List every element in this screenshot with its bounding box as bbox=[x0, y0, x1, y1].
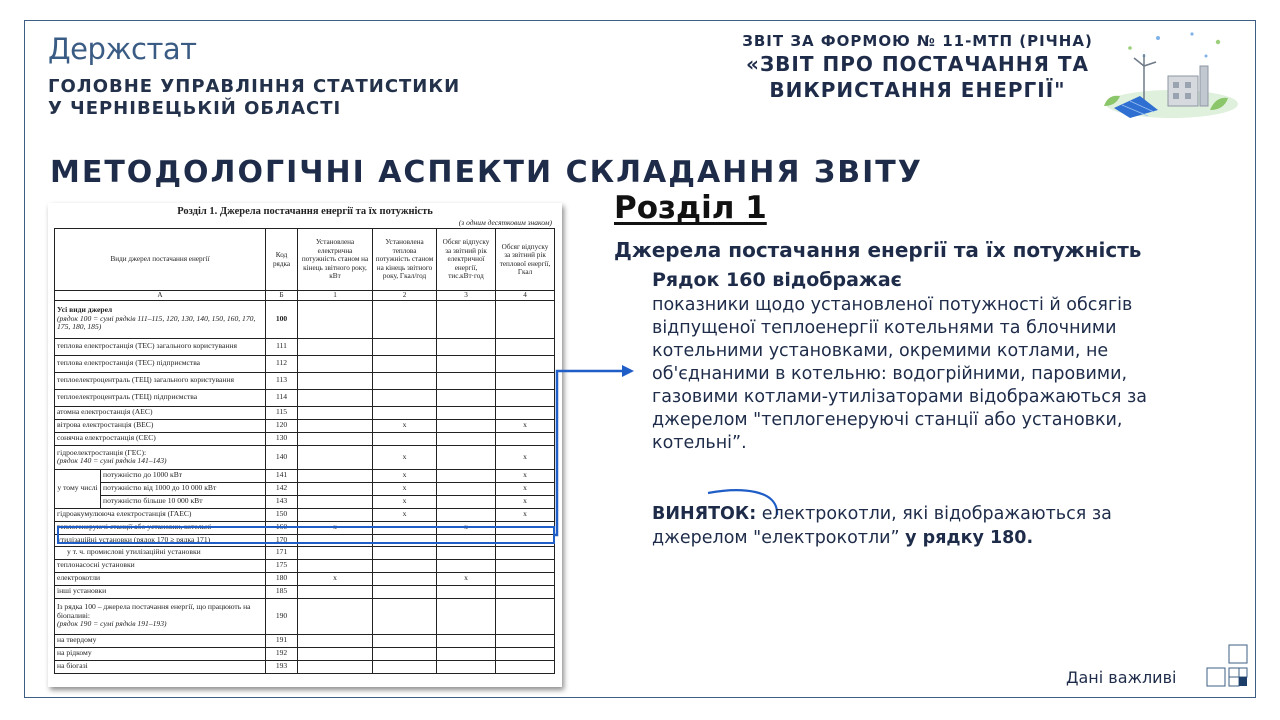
footer-note: Дані важливі bbox=[1066, 668, 1177, 687]
row-code: 143 bbox=[266, 495, 298, 508]
exception-note bbox=[652, 502, 1212, 550]
header-code: Код рядка bbox=[266, 229, 298, 291]
cell-x: х bbox=[496, 419, 555, 432]
including-label: у тому числі bbox=[55, 469, 101, 508]
cell-x: х bbox=[437, 521, 496, 534]
row-code: 100 bbox=[266, 300, 298, 338]
agency-name-line1: ГОЛОВНЕ УПРАВЛІННЯ СТАТИСТИКИ bbox=[48, 76, 461, 97]
letter-4: 4 bbox=[496, 291, 555, 301]
row190-note: (рядок 190 = сумі рядків 191–193) bbox=[57, 619, 167, 629]
row-label: атомна електростанція (АЕС) bbox=[55, 406, 266, 419]
header-c1: Установлена електрична потужність станом на кінець звітного року, кВт bbox=[298, 229, 373, 291]
row100-title: Усі види джерел bbox=[57, 305, 113, 315]
row100-note: (рядок 100 = сумі рядків 111–115, 120, 130, 140, 150, 160, 170, 175, 180, 185) bbox=[57, 313, 256, 332]
row-code: 160 bbox=[266, 521, 298, 534]
row-code: 190 bbox=[266, 598, 298, 634]
cell-x: х bbox=[496, 495, 555, 508]
agency-name-line2: У ЧЕРНІВЕЦЬКІЙ ОБЛАСТІ bbox=[48, 98, 342, 119]
header-c3: Обсяг відпуску за звітний рік електричної енергії, тис.кВт·год bbox=[437, 229, 496, 291]
cell-x: х bbox=[373, 419, 437, 432]
section-subtitle: Джерела постачання енергії та їх потужність bbox=[614, 238, 1142, 262]
letter-a: А bbox=[55, 291, 266, 301]
row-code: 175 bbox=[266, 559, 298, 572]
row-label: у т. ч. промислові утилізаційні установки bbox=[55, 546, 266, 559]
slide-title: МЕТОДОЛОГІЧНІ АСПЕКТИ СКЛАДАННЯ ЗВІТУ bbox=[50, 155, 923, 190]
row-code: 192 bbox=[266, 647, 298, 660]
row-label: теплоелектроцентраль (ТЕЦ) підприємства bbox=[55, 389, 266, 406]
row-label: потужністю більше 10 000 кВт bbox=[101, 495, 266, 508]
report-title-line1: ЗВІТ ЗА ФОРМОЮ № 11-МТП (РІЧНА) bbox=[742, 32, 1093, 50]
cell-x: х bbox=[298, 572, 373, 585]
row-label: вітрова електростанція (ВЕС) bbox=[55, 419, 266, 432]
row-label: потужністю до 1000 кВт bbox=[101, 469, 266, 482]
row-code: 142 bbox=[266, 482, 298, 495]
row-code: 170 bbox=[266, 534, 298, 546]
letter-b: Б bbox=[266, 291, 298, 301]
row-code: 112 bbox=[266, 355, 298, 372]
row-label: гідроакумулююча електростанція (ГАЕС) bbox=[55, 508, 266, 521]
row-code: 171 bbox=[266, 546, 298, 559]
exception-text: електрокотли, які відображаються за джерелом "електрокотли” bbox=[652, 504, 1112, 548]
row-code: 141 bbox=[266, 469, 298, 482]
row-code: 130 bbox=[266, 432, 298, 445]
cell-x: х bbox=[496, 482, 555, 495]
form-title: Розділ 1. Джерела постачання енергії та їх потужність bbox=[177, 206, 433, 217]
row-label: потужністю від 1000 до 10 000 кВт bbox=[101, 482, 266, 495]
row-label: на біогазі bbox=[55, 660, 266, 673]
row-label: теплонасосні установки bbox=[55, 559, 266, 572]
agency-logo: Держстат bbox=[48, 32, 197, 66]
cell-x: х bbox=[373, 482, 437, 495]
row-code: 191 bbox=[266, 634, 298, 647]
form-note: (з одним десятковим знаком) bbox=[458, 218, 552, 227]
row-label: теплова електростанція (ТЕС) загального користування bbox=[55, 338, 266, 355]
letter-1: 1 bbox=[298, 291, 373, 301]
row-code: 113 bbox=[266, 372, 298, 389]
row-code: 114 bbox=[266, 389, 298, 406]
cell-x: х bbox=[496, 508, 555, 521]
section-title: Розділ 1 bbox=[614, 190, 767, 226]
exception-bold: у рядку 180. bbox=[905, 528, 1034, 548]
row-code: 150 bbox=[266, 508, 298, 521]
row140-label: гідроелектростанція (ГЕС): bbox=[57, 447, 147, 457]
row-description: показники щодо установленої потужності й обсягів відпущеної теплоенергії котельнями та блочними котельними установками, окремими котлами, не об'єднаними в котельню: водогрійними, паровими, газовими котлами-утилізаторами відображаються за джерелом "теплогенеруючі станції або установки, котельні”. bbox=[652, 295, 1147, 453]
cell-x: х bbox=[496, 445, 555, 469]
row-code: 180 bbox=[266, 572, 298, 585]
letter-2: 2 bbox=[373, 291, 437, 301]
row-label: теплоелектроцентраль (ТЕЦ) загального користування bbox=[55, 372, 266, 389]
cell-x: х bbox=[373, 508, 437, 521]
row-label: електрокотли bbox=[55, 572, 266, 585]
row-heading: Рядок 160 відображає bbox=[652, 269, 902, 291]
exception-keyword: ВИНЯТОК: bbox=[652, 504, 757, 524]
header-c4: Обсяг відпуску за звітний рік теплової енергії, Гкал bbox=[496, 229, 555, 291]
row-label: теплова електростанція (ТЕС) підприємства bbox=[55, 355, 266, 372]
arrow-head-icon bbox=[622, 365, 634, 377]
row140-note: (рядок 140 = сумі рядків 141–143) bbox=[57, 456, 167, 465]
letter-3: 3 bbox=[437, 291, 496, 301]
cell-x: х bbox=[373, 445, 437, 469]
row-code: 140 bbox=[266, 445, 298, 469]
row-label: на твердому bbox=[55, 634, 266, 647]
row-code: 120 bbox=[266, 419, 298, 432]
row-code: 193 bbox=[266, 660, 298, 673]
grid-logo-icon bbox=[1205, 644, 1249, 690]
cell-x: х bbox=[437, 572, 496, 585]
row-code: 115 bbox=[266, 406, 298, 419]
cell-x: х bbox=[298, 521, 373, 534]
header-c2: Установлена теплова потужність станом на кінець звітного року, Гкал/год bbox=[373, 229, 437, 291]
row-label: інші установки bbox=[55, 585, 266, 598]
row-label: сонячна електростанція (СЕС) bbox=[55, 432, 266, 445]
row-label: на рідкому bbox=[55, 647, 266, 660]
report-title-line2: «ЗВІТ ПРО ПОСТАЧАННЯ ТА bbox=[746, 52, 1089, 76]
report-title-line3: ВИКРИСТАННЯ ЕНЕРГІЇ" bbox=[769, 78, 1066, 102]
header-kind: Види джерел постачання енергії bbox=[55, 229, 266, 291]
cell-x: х bbox=[496, 469, 555, 482]
cell-x: х bbox=[373, 469, 437, 482]
row-code: 111 bbox=[266, 338, 298, 355]
row-code: 185 bbox=[266, 585, 298, 598]
row-label: теплогенеруючі станції або установки, котельні bbox=[55, 521, 266, 534]
row-label: утилізаційні установки (рядок 170 ≥ рядка 171) bbox=[55, 534, 266, 546]
cell-x: х bbox=[373, 495, 437, 508]
row190-label: Із рядка 100 – джерела постачання енергії, що працюють на біопаливі: bbox=[57, 602, 251, 620]
